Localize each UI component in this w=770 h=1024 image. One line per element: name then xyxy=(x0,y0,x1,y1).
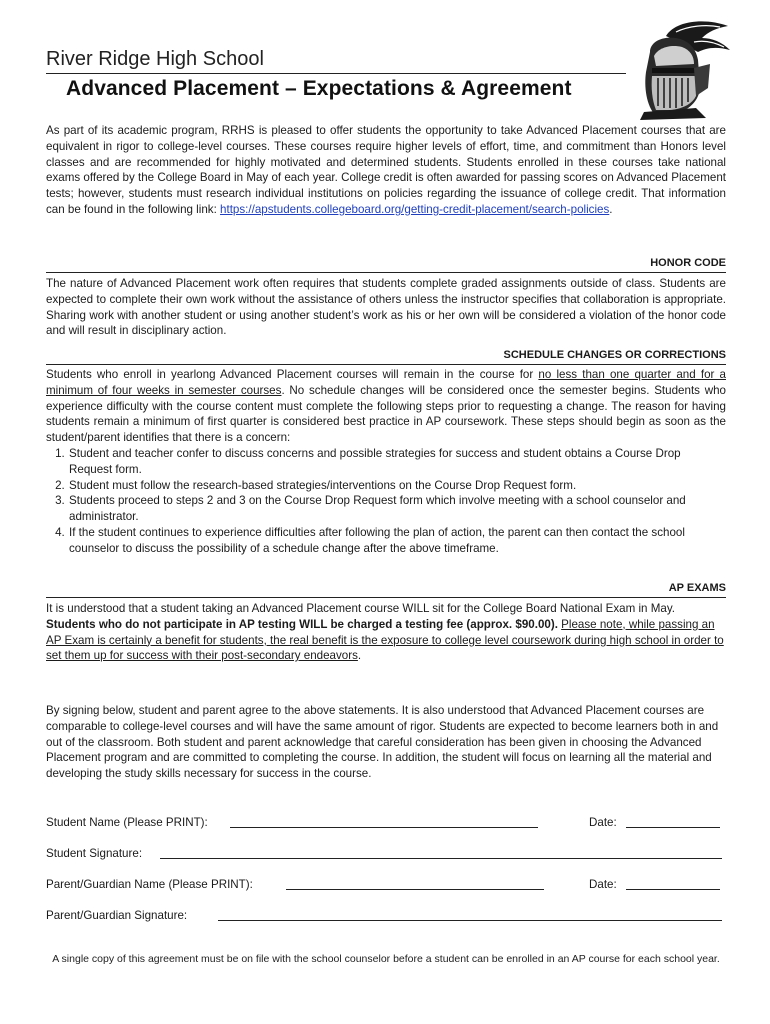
honor-code-paragraph: The nature of Advanced Placement work often requires that students complete graded assignments outside of class. Students are expected to complete their own work without the assistance of others unless the instructor specifies that collaboration is appropriate. Sharing work with another student or using another student’s work as his or her own will be considered a violation of the honor code and will result in disciplinary action. xyxy=(46,277,726,338)
intro-paragraph xyxy=(46,123,726,218)
honor-code-heading: HONOR CODE xyxy=(46,256,726,273)
parent-signature-label: Parent/Guardian Signature: xyxy=(46,909,188,922)
parent-date-field[interactable] xyxy=(626,877,720,890)
testing-fee-notice: Students who do not participate in AP testing WILL be charged a testing fee (approx. $90.00). xyxy=(46,617,558,631)
knight-helmet-icon xyxy=(636,16,736,120)
college-credit-policy-link[interactable]: https://apstudents.collegeboard.org/getting-credit-placement/search-policies xyxy=(220,202,610,216)
list-item: 1. Student and teacher confer to discuss concerns and possible strategies for success and student obtains a Course Drop Request form. xyxy=(68,446,726,478)
student-signature-field[interactable] xyxy=(160,846,722,859)
ap-exams-text-start: It is understood that a student taking an Advanced Placement course WILL sit for the College Board National Exam in May. xyxy=(46,602,675,615)
intro-text: As part of its academic program, RRHS is pleased to offer students the opportunity to take Advanced Placement courses that are equivalent in rigor to college-level courses. These courses require higher levels of effort, time, and commitment than Honors level classes and are recommended for highly motivated and determined students. Students enrolled in these courses take national exams offered by the College Board in May of each year. College credit is often awarded for passing scores on Advanced Placement tests; however, students must research individual institutions on policies regarding the issuance of college credit. That information can be found in the following link: xyxy=(46,124,726,216)
parent-name-field[interactable] xyxy=(286,877,544,890)
parent-name-label: Parent/Guardian Name (Please PRINT): xyxy=(46,878,253,891)
student-date-field[interactable] xyxy=(626,815,720,828)
footer-note: A single copy of this agreement must be on file with the school counselor before a student can be enrolled in an AP course for each school year. xyxy=(52,953,720,965)
ap-exams-text-end: . xyxy=(357,649,362,663)
agreement-paragraph: By signing below, student and parent agree to the above statements. It is also understood that Advanced Placement courses are comparable to college-level courses and will have the same amount of rigor. Students are expected to become learners both in and out of the classroom. Both student and parent acknowledge that careful consideration has been given in choosing the Advanced Placement program and are committed to completing the course. In addition, the student will focus on learning all the material and developing the study skills necessary for success in the course. xyxy=(46,704,719,781)
schedule-minimum-period: no less than one quarter and for a minimum of four weeks in semester courses xyxy=(46,368,726,397)
student-name-field[interactable] xyxy=(230,815,538,828)
student-name-label: Student Name (Please PRINT): xyxy=(46,816,208,829)
student-signature-label: Student Signature: xyxy=(46,847,143,860)
school-name: River Ridge High School xyxy=(46,48,264,70)
schedule-changes-heading: SCHEDULE CHANGES OR CORRECTIONS xyxy=(46,348,726,365)
page-title: Advanced Placement – Expectations & Agreement xyxy=(66,77,572,100)
title-divider xyxy=(46,73,626,74)
list-item: 3. Students proceed to steps 2 and 3 on the Course Drop Request form which involve meeting with a school counselor and administrator. xyxy=(68,493,726,525)
parent-date-label: Date: xyxy=(589,878,617,891)
list-item: 2. Student must follow the research-based strategies/interventions on the Course Drop Request form. xyxy=(68,478,726,494)
ap-exams-paragraph xyxy=(46,601,726,664)
list-item: 4. If the student continues to experience difficulties after following the plan of action, the parent can then contact the school counselor to discuss the possibility of a schedule change after the above timeframe. xyxy=(68,525,726,557)
schedule-text-start: Students who enroll in yearlong Advanced Placement courses will remain in the course for xyxy=(46,368,539,381)
schedule-text-end: . No schedule changes will be considered once the semester begins. Students who experience difficulty with the course content must complete the following steps prior to requesting a change. The reason for having students remain a minimum of first quarter is considered best practice in AP coursework. These steps should begin as soon as the student/parent identifies that there is a concern: xyxy=(46,383,726,445)
ap-exam-benefit-note: Please note, while passing an AP Exam is certainly a benefit for students, the real benefit is the exposure to college level coursework during high school in order to set them up for success with their post-secondary endeavors xyxy=(46,617,724,663)
schedule-changes-paragraph xyxy=(46,367,726,557)
student-date-label: Date: xyxy=(589,816,617,829)
intro-link-end: . xyxy=(609,202,613,216)
ap-exams-heading: AP EXAMS xyxy=(46,581,726,598)
schedule-steps-list xyxy=(46,446,726,557)
parent-signature-field[interactable] xyxy=(218,908,722,921)
